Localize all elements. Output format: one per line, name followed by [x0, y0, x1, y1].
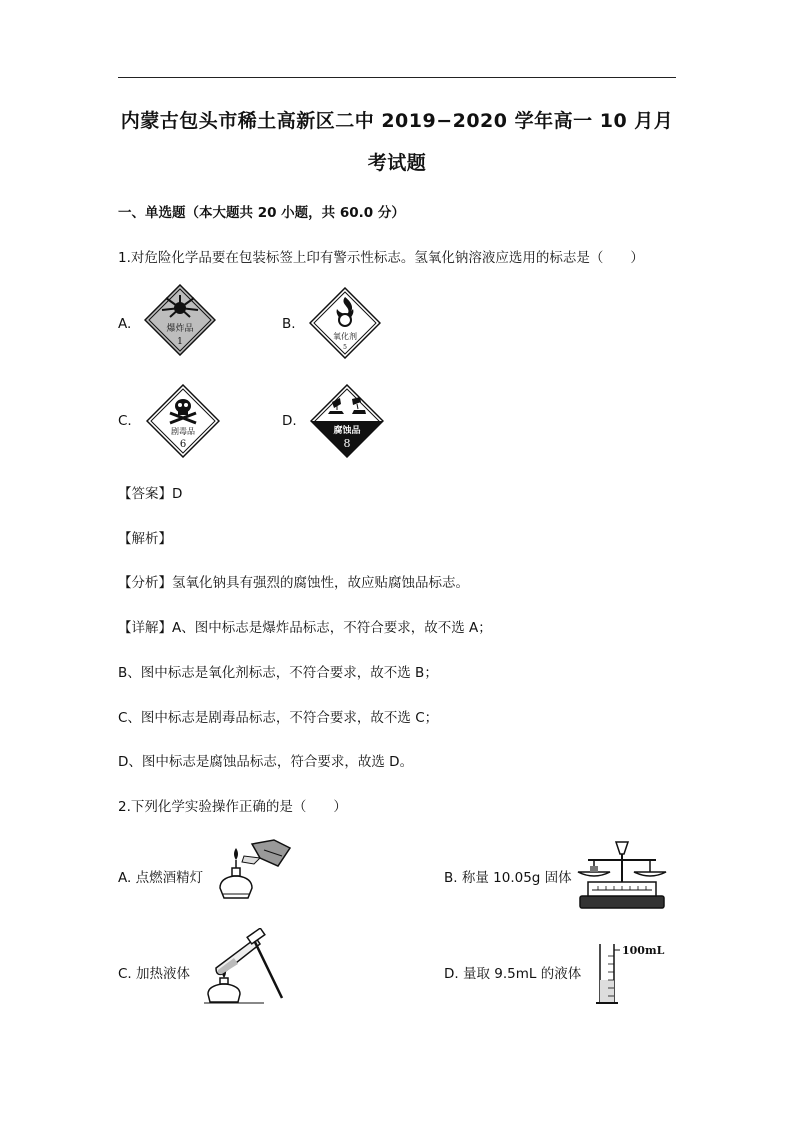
q1-sign-a-text: 爆炸品	[166, 324, 194, 334]
document-title-line-1: 内蒙古包头市稀土高新区二中 2019−2020 学年高一 10 月月	[120, 110, 674, 132]
test-tube-heating-icon	[204, 928, 294, 1008]
q2-option-d: D. 量取 9.5mL 的液体	[444, 966, 582, 982]
balance-scale-icon	[574, 838, 670, 916]
corrosive-icon	[310, 384, 384, 458]
q1-sign-b-number: 5	[343, 344, 347, 351]
skull-crossbones-icon	[146, 384, 220, 458]
section-heading: 一、单选题（本大题共 20 小题，共 60.0 分）	[118, 205, 405, 221]
q2-option-a: A. 点燃酒精灯	[118, 870, 204, 886]
q1-detail-a: 【详解】A、图中标志是爆炸品标志，不符合要求，故不选 A；	[118, 620, 492, 636]
q1-option-c-letter: C.	[118, 413, 132, 429]
q1-answer: 【答案】D	[118, 486, 183, 502]
q1-sign-c-text: 剧毒品	[171, 427, 195, 436]
q1-sign-b-text: 氧化剂	[333, 332, 357, 341]
q1-stem: 1.对危险化学品要在包装标签上印有警示性标志。氢氧化钠溶液应选用的标志是（ ）	[118, 250, 644, 266]
q1-detail-d: D、图中标志是腐蚀品标志，符合要求，故选 D。	[118, 754, 414, 770]
header-rule	[118, 77, 676, 78]
q1-option-b-letter: B.	[282, 316, 296, 332]
q1-detail-b: B、图中标志是氧化剂标志，不符合要求，故不选 B；	[118, 665, 438, 681]
q1-option-a-letter: A.	[118, 316, 132, 332]
q1-sign-a-number: 1	[177, 337, 183, 347]
oxidizer-icon	[309, 287, 381, 359]
cylinder-capacity-label: 100mL	[622, 944, 665, 957]
q1-analysis-heading: 【解析】	[118, 531, 172, 547]
q2-stem: 2.下列化学实验操作正确的是（ ）	[118, 799, 347, 815]
q2-option-c: C. 加热液体	[118, 966, 191, 982]
q1-sign-d-number: 8	[343, 437, 351, 450]
q2-option-b: B. 称量 10.05g 固体	[444, 870, 572, 886]
q1-detail-c: C、图中标志是剧毒品标志，不符合要求，故不选 C；	[118, 710, 439, 726]
q1-option-d-letter: D.	[282, 413, 297, 429]
q1-analysis: 【分析】氢氧化钠具有强烈的腐蚀性，故应贴腐蚀品标志。	[118, 575, 469, 591]
explosive-icon	[144, 284, 216, 356]
q1-sign-c-number: 6	[179, 439, 187, 450]
q1-sign-d-text: 腐蚀品	[333, 426, 361, 436]
graduated-cylinder-icon	[594, 940, 670, 1010]
document-title-line-2: 考试题	[367, 152, 427, 174]
alcohol-lamp-lighting-icon	[214, 838, 294, 906]
